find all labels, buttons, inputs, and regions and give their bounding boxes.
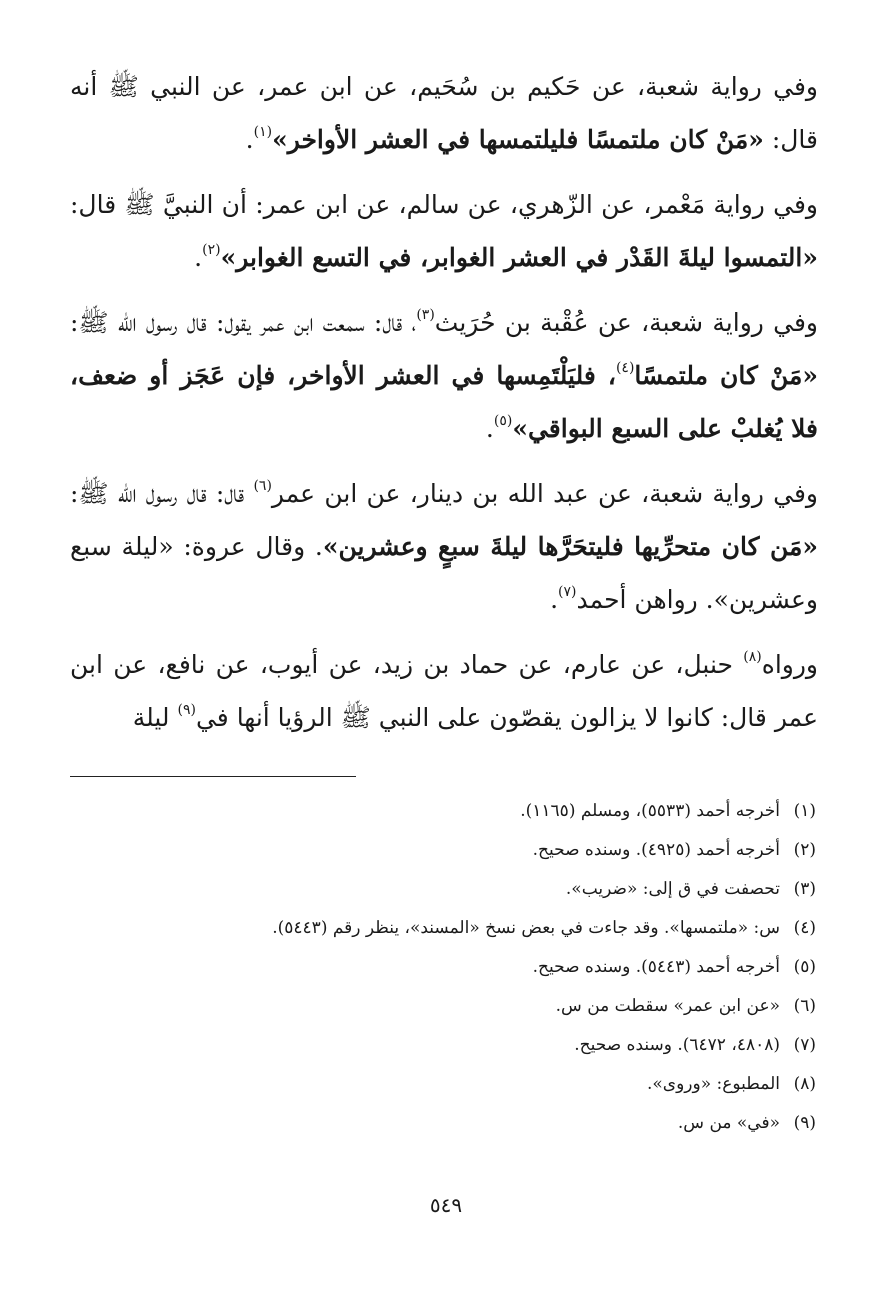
footnote-ref: (٤) (615, 360, 635, 376)
main-text (70, 60, 818, 756)
paragraph (70, 178, 818, 284)
footnote-item (70, 1026, 818, 1065)
footnote-item (70, 831, 818, 870)
hadith-quote: «مَنْ كان ملتمسًا فليلتمسها في العشر الأواخر» (272, 125, 764, 154)
text-run: . (485, 414, 494, 443)
footnote-text: تحصفت في ق إلى: «ضريب». (565, 879, 780, 899)
footnote-text: «عن ابن عمر» سقطت من س. (555, 996, 780, 1016)
footnote-text: المطبوع: «وروى». (646, 1074, 780, 1094)
hadith-quote: «التمسوا ليلةَ القَدْر في العشر الغوابر، في التسع الغوابر» (220, 243, 818, 272)
footnote-divider (70, 776, 356, 777)
footnote-ref: (٧) (558, 584, 577, 600)
footnote-item (70, 1104, 818, 1143)
page-number: ٥٤٩ (429, 1193, 463, 1217)
text-run: ليلة (132, 703, 178, 732)
hadith-quote: «مَن كان متحرِّيها فليتحَرَّها ليلةَ سبعٍ وعشرين» (322, 532, 819, 561)
text-run: . (194, 243, 203, 272)
footnote-item (70, 948, 818, 987)
text-run: وفي رواية مَعْمر، عن الزّهري، عن سالم، عن ابن عمر: أن النبيَّ ﷺ قال: (70, 190, 818, 219)
footnote-ref: (٢) (202, 242, 221, 258)
footnotes-list (70, 792, 818, 1143)
paragraph (70, 296, 818, 455)
footnote-number: (٣) (793, 879, 816, 899)
footnote-number: (٥) (793, 957, 816, 977)
text-run: . (245, 125, 254, 154)
footnote-number: (٧) (793, 1035, 816, 1055)
footnote-item (70, 870, 818, 909)
footnote-ref: (٩) (177, 702, 196, 718)
footnote-ref: (٨) (743, 649, 762, 665)
footnote-item (70, 909, 818, 948)
text-run: . وقال عروة: «ليلة سبع وعشرين». رواهن أحمد (70, 532, 818, 614)
footnote-text: «في» من س. (677, 1113, 780, 1133)
footnote-number: (٩) (793, 1113, 816, 1133)
footnote-ref: (٥) (493, 413, 513, 429)
text-run: . (550, 585, 559, 614)
footnote-number: (٤) (793, 918, 816, 938)
footnote-number: (٢) (793, 840, 816, 860)
footnote-text: أخرجه أحمد (٤٩٢٥). وسنده صحيح. (532, 840, 780, 860)
text-run: ورواه (761, 650, 818, 679)
paragraph (70, 467, 818, 626)
footnote-item (70, 987, 818, 1026)
text-run: حنبل، عن عارم، عن حماد بن زيد، عن أيوب، عن نافع، عن ابن عمر قال: كانوا لا يزالون يقصّون على النبي ﷺ الرؤيا أنها في (70, 650, 818, 732)
text-run: وفي رواية شعبة، عن حَكيم بن سُحَيم، عن ابن عمر، عن النبي ﷺ أنه قال: (70, 72, 818, 154)
footnote-text: (٤٨٠٨، ٦٤٧٢). وسنده صحيح. (574, 1035, 780, 1055)
footnote-text: أخرجه أحمد (٥٤٤٣). وسنده صحيح. (532, 957, 780, 977)
text-run: وفي رواية شعبة، عن عبد الله بن دينار، عن ابن عمر (271, 479, 819, 508)
hadith-quote: «مَنْ كان ملتمسًا (634, 361, 819, 390)
footnote-text: أخرجه أحمد (٥٥٣٣)، ومسلم (١١٦٥). (520, 801, 780, 821)
hadith-quote: ، فليَلْتَمِسها في العشر الأواخر، فإن عَجَز أو ضعف، فلا يُغلبْ على السبع البواقي» (70, 361, 818, 443)
footnote-ref: (٣) (416, 307, 435, 323)
footnote-number: (١) (793, 801, 816, 821)
footnote-number: (٨) (793, 1074, 816, 1094)
footnote-text: س: «ملتمسها». وقد جاءت في بعض نسخ «المسند»، ينظر رقم (٥٤٤٣). (272, 918, 780, 938)
text-run: قال: قال رسول الله ﷺ: (70, 479, 254, 508)
text-run: ، قال: سمعت ابن عمر يقول: قال رسول الله ﷺ: (70, 308, 417, 337)
paragraph (70, 60, 818, 166)
text-run: وفي رواية شعبة، عن عُقْبة بن حُرَيث (434, 308, 818, 337)
footnote-number: (٦) (793, 996, 816, 1016)
paragraph (70, 638, 818, 744)
footnote-item (70, 1065, 818, 1104)
footnote-ref: (١) (253, 124, 273, 140)
footnote-item (70, 792, 818, 831)
footnote-ref: (٦) (253, 478, 272, 494)
